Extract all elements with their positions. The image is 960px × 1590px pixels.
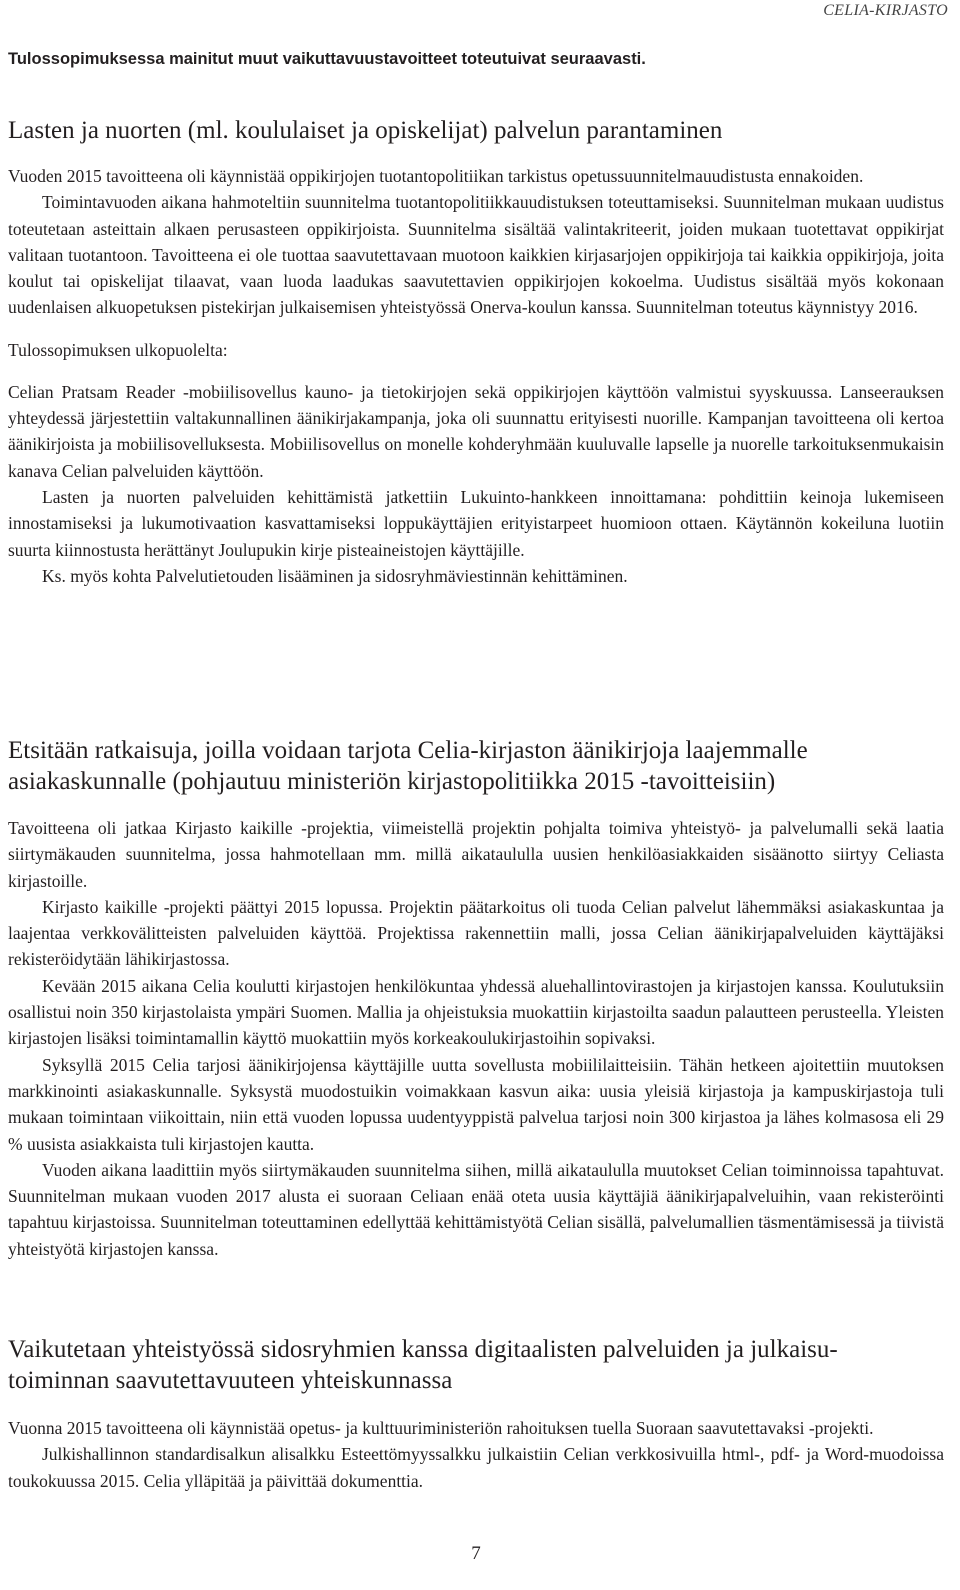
paragraph: Toimintavuoden aikana hahmoteltiin suunnitelma tuotantopolitiikkauudistuksen toteuttamiseksi. Suunnitelman mukaan uudistus toteutetaan asteittain alkaen perusasteen oppikirjoista. Suunnitelma sisältää valintakriteerit, joiden mukaan tuotettavat oppikirjat valitaan tuotantoon. Tavoitteena ei ole tuottaa saavutettavaan muotoon kaikkien kirjasarjojen oppikirjoja tai kaikkia oppikirjoja, joita koulut tai opiskelijat tilaavat, vaan luoda laadukas saavutettavien oppikirjojen kokoelma. Uudistus sisältää myös kokonaan uudenlaisen alkuopetuksen pistekirjan julkaisemisen yhteistyössä Onerva-koulun kanssa. Suunnitelman toteutus käynnistyy 2016.	[8, 192, 944, 318]
section-heading-line: asiakaskunnalle (pohjautuu ministeriön kirjastopolitiikka 2015 -tavoitteisiin)	[8, 768, 776, 795]
paragraph: Kirjasto kaikille -projekti päättyi 2015 lopussa. Projektin päätarkoitus oli tuoda Celian palvelut lähemmäksi asiakaskuntaa ja laajentaa verkkovälitteisten palveluiden käyttöä. Projektissa rakennettiin malli, jossa Celian äänikirjapalveluiden käyttäjäksi rekisteröidytään lähikirjastossa.	[8, 896, 944, 970]
paragraph: Tavoitteena oli jatkaa Kirjasto kaikille -projektia, viimeistellä projektin pohjalta toimiva yhteistyö- ja palvelumalli sekä laatia siirtymäkauden suunnitelma, jossa hahmotellaan mm. millä aikataululla uusien henkilöasiakkaiden sisäänotto siirtyy Celiasta kirjastoille.	[8, 818, 944, 891]
subheading: Tulossopimuksen ulkopuolelta:	[8, 339, 228, 360]
paragraph: Vuoden aikana laadittiin myös siirtymäkauden suunnitelma siihen, millä aikataululla muutokset Celian toiminnoissa tapahtuvat. Suunnitelman mukaan vuoden 2017 alusta ei suoraan Celiaan enää oteta uusia käyttäjiä äänikirjapalveluihin, vaan rekisteröinti tapahtuu kirjastoissa. Suunnitelman toteuttaminen edellyttää kehittämistyötä Celian sisällä, palvelumallien täsmentämisessä ja tiivistä yhteistyötä kirjastojen kanssa.	[8, 1159, 944, 1259]
section-heading-line: Etsitään ratkaisuja, joilla voidaan tarjota Celia-kirjaston äänikirjoja laajemmalle	[8, 737, 808, 764]
section-accessibility	[8, 1334, 944, 1494]
section-heading-line: toiminnan saavutettavuuteen yhteiskunnassa	[8, 1367, 453, 1394]
running-header: CELIA-KIRJASTO	[823, 2, 948, 19]
paragraph: Ks. myös kohta Palvelutietouden lisääminen ja sidosryhmäviestinnän kehittäminen.	[42, 565, 628, 586]
paragraph: Lasten ja nuorten palveluiden kehittämistä jatkettiin Lukuinto-hankkeen innoittamana: pohdittiin keinoja lukemiseen innostamiseksi ja lukumotivaation kasvattamiseksi loppukäyttäjien erityistarpeet huomioon ottaen. Käytännön kokeiluna luotiin suurta kiinnostusta herättänyt Joulupukin kirje pisteaineistojen käyttäjille.	[8, 486, 944, 560]
paragraph: Celian Pratsam Reader -mobiilisovellus kauno- ja tietokirjojen sekä oppikirjojen käyttöön valmistui syyskuussa. Lanseerauksen yhteydessä järjestettiin valtakunnallinen äänikirjakampanja, joka oli suunnattu erityisesti nuorille. Kampanjan tavoitteena oli kertoa äänikirjoista ja mobiilisovelluksesta. Mobiilisovellus on monelle kohderyhmään kuuluvalle lapselle ja nuorelle tarkoituksenmukaisin kanava Celian palveluiden käyttöön.	[8, 381, 944, 481]
section-audiobooks-wider	[8, 735, 944, 1262]
section-heading	[8, 1334, 944, 1396]
paragraph: Vuoden 2015 tavoitteena oli käynnistää oppikirjojen tuotantopolitiikan tarkistus opetussuunnitelmauudistusta ennakoiden.	[8, 166, 864, 186]
paragraph: Julkishallinnon standardisalkun alisalkku Esteettömyyssalkku julkaistiin Celian verkkosivuilla html-, pdf- ja Word-muodoissa toukokuussa 2015. Celia ylläpitää ja päivittää dokumenttia.	[8, 1444, 944, 1491]
paragraph: Kevään 2015 aikana Celia koulutti kirjastojen henkilökuntaa yhdessä aluehallintovirastojen ja kirjastojen kanssa. Koulutuksiin osallistui noin 350 kirjastolaista ympäri Suomen. Mallia ja ohjeistuksia muokattiin kirjastoilta saadun palautteen perusteella. Yleisten kirjastojen lisäksi toimintamallin käyttö muokattiin myös korkeakoulukirjastoihin sopivaksi.	[8, 975, 944, 1049]
paragraph: Syksyllä 2015 Celia tarjosi äänikirjojensa käyttäjille uutta sovellusta mobiililaitteisiin. Tähän hetkeen ajoitettiin muutoksen markkinointi asiakaskunnalle. Syksystä muodostuikin voimakkaan kasvun aika: uusia yleisiä kirjastoja ja kampuskirjastoja tuli mukaan toimintaan viikoittain, niin että vuoden lopussa uudentyyppistä palvelua tarjosi noin 300 kirjastoa ja lähes kolmasosa eli 29 % uusista asiakkaista tuli kirjastojen kautta.	[8, 1054, 944, 1154]
section-heading	[8, 735, 944, 797]
section-heading: Lasten ja nuorten (ml. koululaiset ja opiskelijat) palvelun parantaminen	[8, 117, 723, 144]
section-heading-line: Vaikutetaan yhteistyössä sidosryhmien kanssa digitaalisten palveluiden ja julkaisu-	[8, 1336, 838, 1363]
paragraph: Vuonna 2015 tavoitteena oli käynnistää opetus- ja kulttuuriministeriön rahoituksen tuella Suoraan saavutettavaksi -projekti.	[8, 1418, 874, 1438]
page-number: 7	[471, 1543, 481, 1564]
section-children-youth	[8, 115, 944, 589]
lead-sentence: Tulossopimuksessa mainitut muut vaikuttavuustavoitteet toteutuivat seuraavasti.	[8, 50, 646, 68]
